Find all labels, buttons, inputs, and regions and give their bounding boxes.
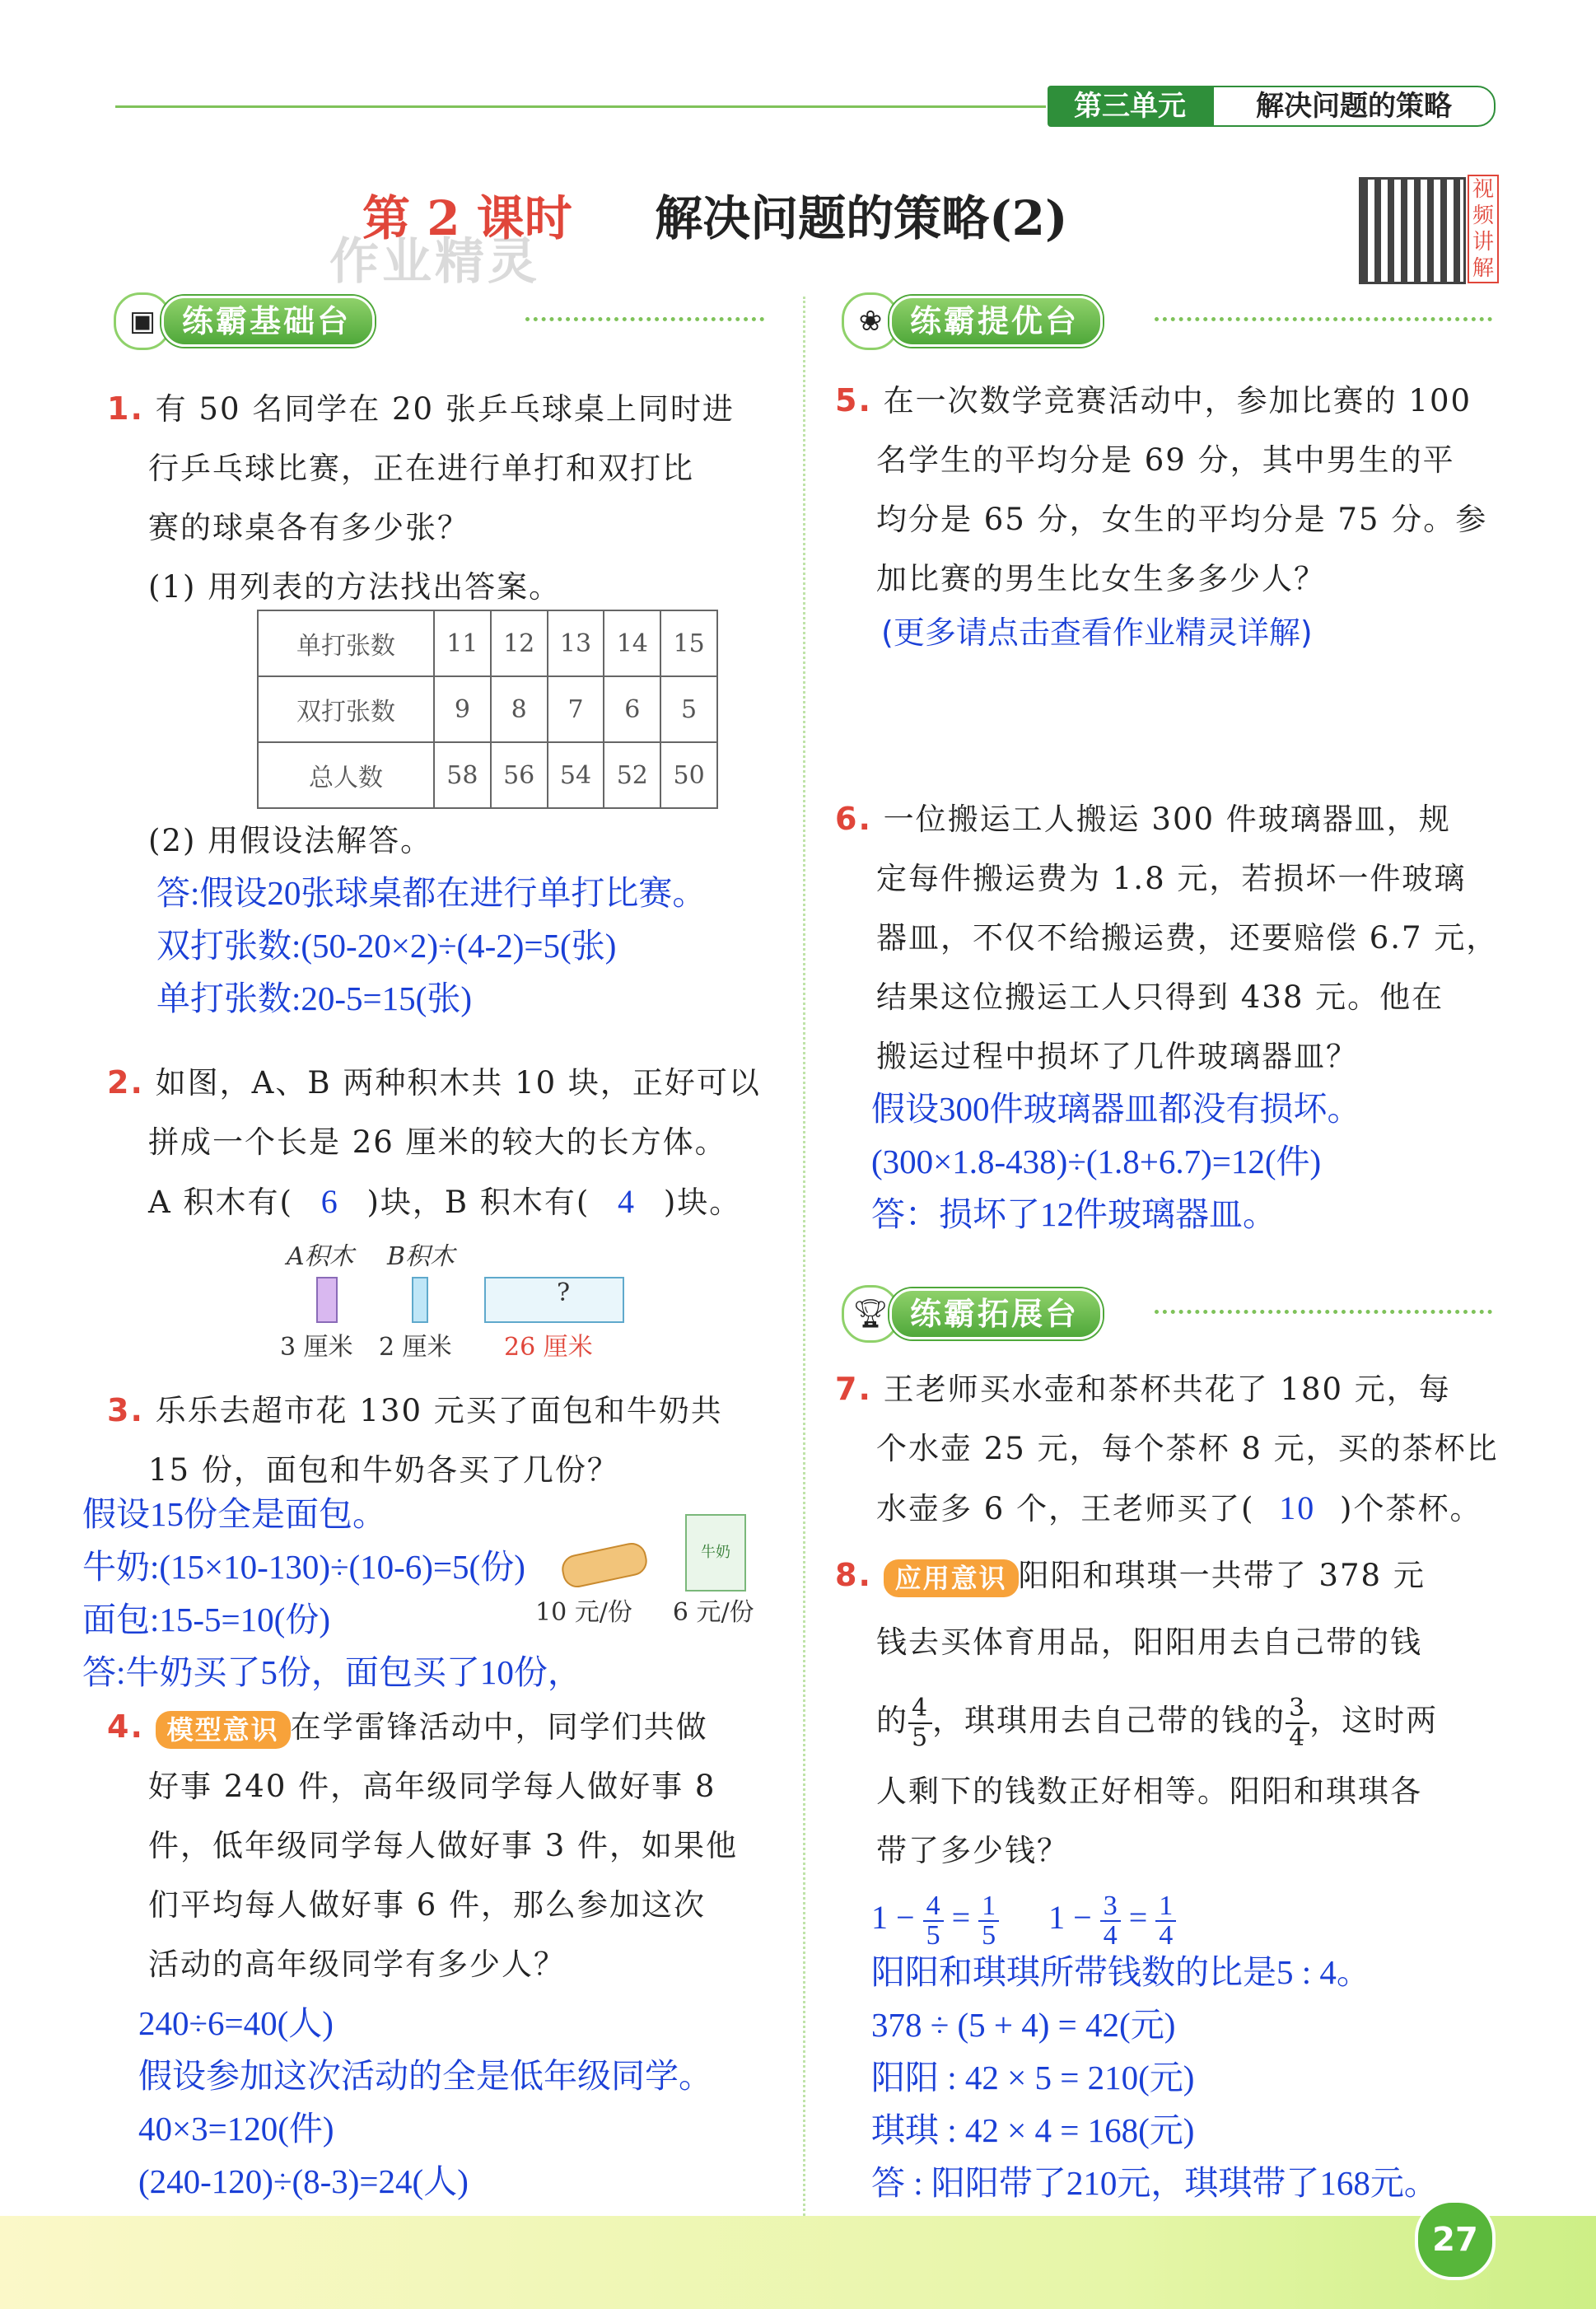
table-row: 总人数 58 56 54 52 50: [258, 742, 717, 808]
big-block-icon: [484, 1277, 624, 1323]
milk-carton-icon: 牛奶: [685, 1514, 746, 1592]
header-rule: [115, 105, 1046, 108]
q6-answer: 假设300件玻璃器皿都没有损坏。 (300×1.8-438)÷(1.8+6.7)=12(件) 答：损坏了12件玻璃器皿。: [871, 1090, 1361, 1233]
question-7: 7. 王老师买水壶和茶杯共花了 180 元，每 个水壶 25 元，每个茶杯 8 元，买的茶杯比 水壶多 6 个，王老师买了( 10 )个茶杯。: [835, 1371, 1499, 1526]
question-2: 2. 如图，A、B 两种积木共 10 块，正好可以 拼成一个长是 26 厘米的较大的长方体。 A 积木有( 6 )块，B 积木有( 4 )块。: [107, 1064, 761, 1220]
footer-band: [0, 2216, 1596, 2309]
qr-code-icon[interactable]: [1359, 177, 1466, 284]
q1-table: [257, 610, 718, 809]
q8-answer: 阳阳和琪琪所带钱数的比是5 : 4。 378 ÷ (5 + 4) = 42(元) 阳阳 : 42 × 5 = 210(元) 琪琪 : 42 × 4 = 168(元) 答 : 阳阳带了210元，琪琪带了168元。: [871, 1953, 1438, 2202]
block-b-icon: [412, 1277, 428, 1323]
video-label: 视频讲解: [1468, 175, 1499, 283]
question-3: 3. 乐乐去超市花 130 元买了面包和牛奶共 15 份，面包和牛奶各买了几份？: [107, 1392, 723, 1488]
section-extend: 🏆︎ 练霸拓展台: [842, 1285, 1500, 1338]
question-4: 4. 模型意识 在学雷锋活动中，同学们共做 好事 240 件，高年级同学每人做好事 8 件，低年级同学每人做好事 3 件，如果他 们平均每人做好事 6 件，那么参加这次 活动的高年级同学有多少人？: [107, 1708, 739, 1982]
question-5: 5. 在一次数学竞赛活动中，参加比赛的 100 名学生的平均分是 69 分，其中男生的平 均分是 65 分，女生的平均分是 75 分。参 加比赛的男生比女生多多少人？: [835, 382, 1488, 596]
q2-answer-a: 6: [320, 1183, 339, 1220]
q4-answer: 240÷6=40(人) 假设参加这次活动的全是低年级同学。 40×3=120(件) (240-120)÷(8-3)=24(人): [138, 2004, 712, 2200]
q3-prices: 10 元/份 6 元/份: [535, 1598, 754, 1627]
table-row: 双打张数 9 8 7 6 5: [258, 676, 717, 742]
q7-answer: 10: [1279, 1489, 1316, 1526]
header-unit-title: 解决问题的策略: [1212, 86, 1496, 127]
fraction: $\frac{4}{5}$: [908, 1694, 932, 1752]
question-8: 8. 应用意识 阳阳和琪琪一共带了 378 元 钱去买体育用品，阳阳用去自己带的钱 的 $\frac{4}{5}$ ，琪琪用去自己带的钱的 $\frac{3}{4}$ ，这时两 人剩下的钱数正好相等。阳阳和琪琪各 带了多少钱？: [835, 1557, 1439, 1868]
more-details-link[interactable]: (更多请点击查看作业精灵详解): [881, 615, 1313, 651]
question-1: 1. 有 50 名同学在 20 张乒乓球桌上同时进 行乒乓球比赛，正在进行单打和双打比 赛的球桌各有多少张？ (1) 用列表的方法找出答案。: [107, 390, 735, 605]
watermark: 作业精灵: [329, 233, 540, 291]
q8-calc: 1 − $\frac{4}{5}$ = $\frac{1}{5}$ 1 − $\frac{3}{4}$ = $\frac{1}{4}$: [871, 1891, 1176, 1950]
trophy-icon: 🏆︎: [842, 1285, 899, 1343]
cube-icon: ▣: [114, 292, 171, 350]
q1-sub2: (2) 用假设法解答。: [148, 823, 433, 858]
question-6: 6. 一位搬运工人搬运 300 件玻璃器皿，规 定每件搬运费为 1.8 元，若损坏一件玻璃 器皿，不仅不给搬运费，还要赔偿 6.7 元， 结果这位搬运工人只得到 438 元。他在 搬运过程中损坏了几件玻璃器皿？: [835, 801, 1499, 1074]
lesson-label: 第 2 课时: [362, 190, 572, 246]
fraction: $\frac{3}{4}$: [1286, 1694, 1309, 1752]
column-divider: [803, 297, 805, 2216]
lesson-topic: 解决问题的策略(2): [655, 190, 1068, 246]
section-advanced: ❀ 练霸提优台: [842, 292, 1500, 345]
header-unit-badge: [1048, 86, 1212, 127]
q2-answer-b: 4: [618, 1183, 637, 1220]
q1-answer: 答:假设20张球桌都在进行单打比赛。 双打张数:(50-20×2)÷(4-2)=5(张) 单打张数:20-5=15(张): [156, 874, 707, 1017]
q3-answer: 假设15份全是面包。 牛奶:(15×10-130)÷(10-6)=5(份) 面包:15-5=10(份) 答:牛奶买了5份，面包买了10份，: [82, 1495, 581, 1691]
section-basic: ▣ 练霸基础台: [114, 292, 772, 345]
model-badge: 模型意识: [156, 1711, 291, 1749]
sprout-icon: ❀: [842, 292, 899, 350]
q2-figure: A积木 B积木 ? 3 厘米 2 厘米 26 厘米: [280, 1236, 659, 1359]
page-number: 27: [1415, 2199, 1496, 2280]
table-row: 单打张数 11 12 13 14 15: [258, 610, 717, 676]
block-a-icon: [316, 1277, 338, 1323]
application-badge: 应用意识: [884, 1559, 1019, 1597]
header-unit: 第三单元: [1074, 90, 1186, 123]
